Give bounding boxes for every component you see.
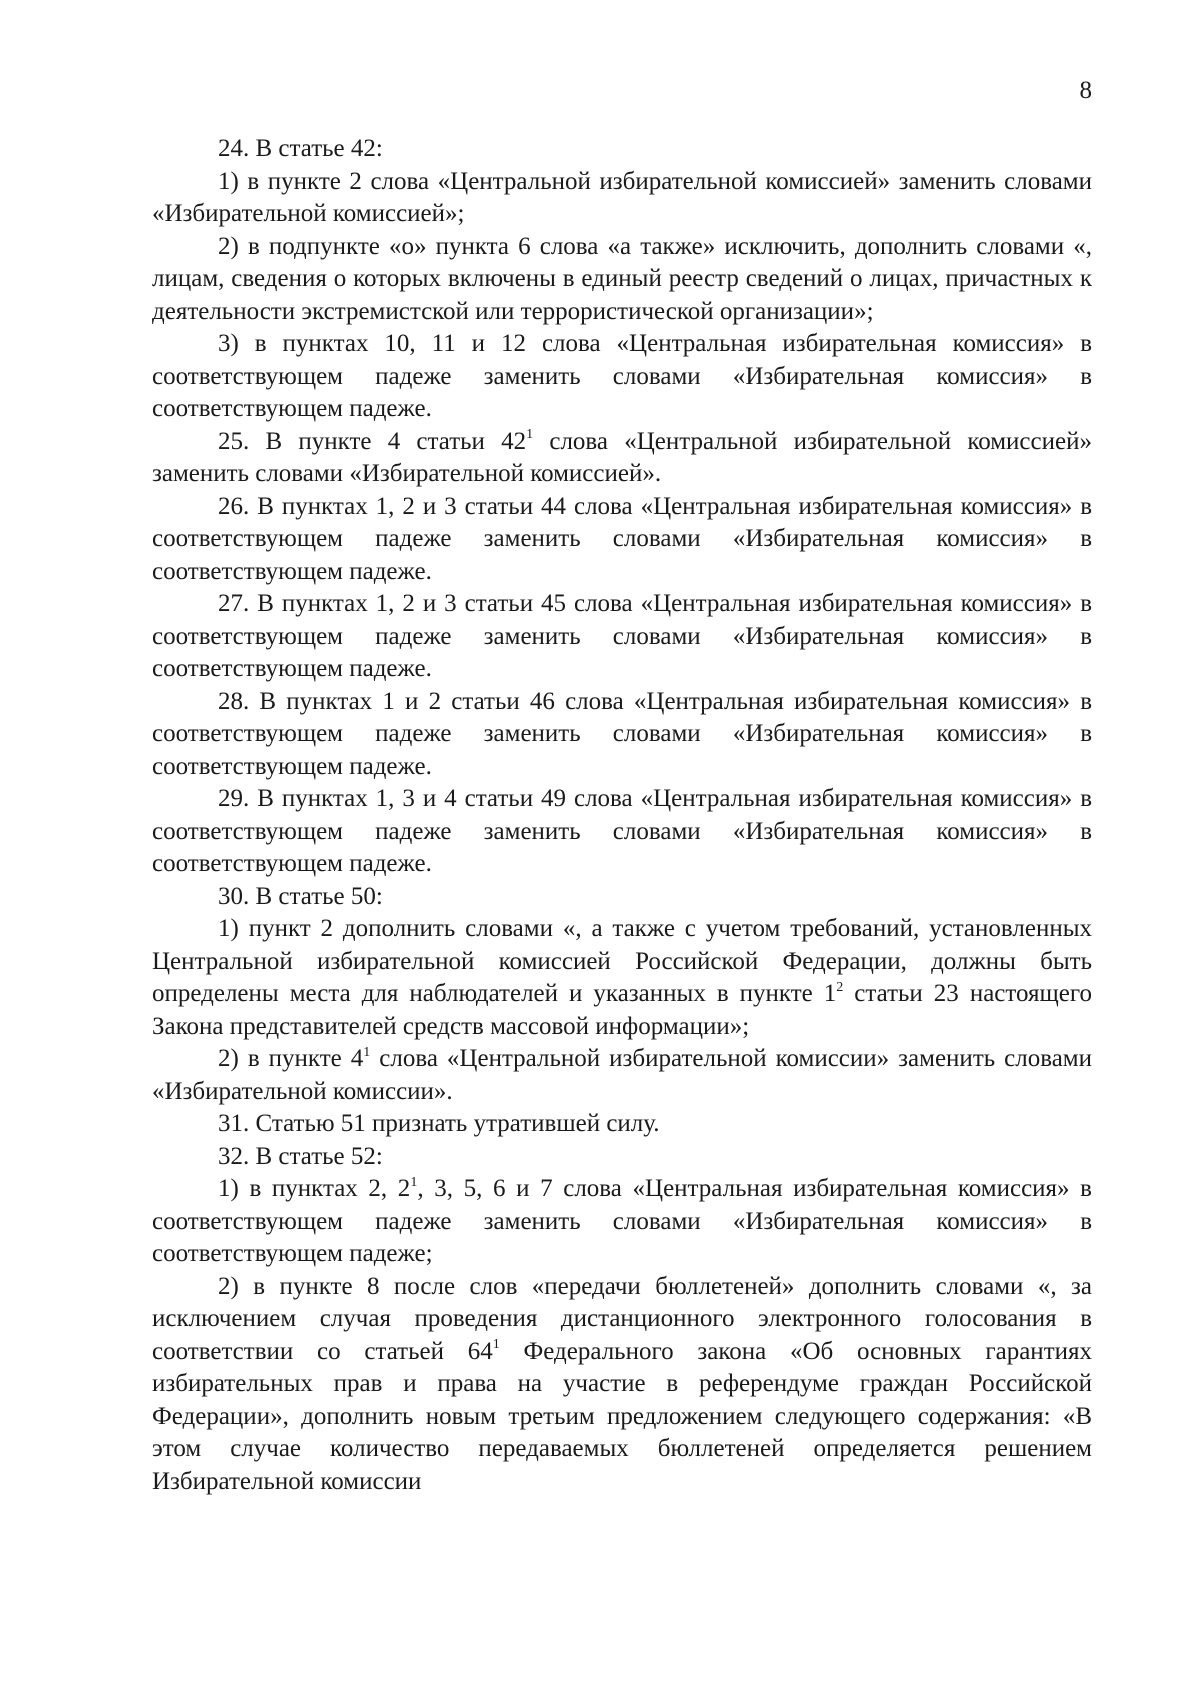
text-run: 2) в пункте 4 [218,1045,364,1072]
text-run: 26. В пунктах 1, 2 и 3 статьи 44 слова «Центральная избирательная комиссия» в соответствующем падеже заменить словами «Избирательная комиссия» в соответствующем падеже. [152,492,1092,585]
text-run: 24. В статье 42: [218,135,383,162]
text-run: статьи 23 настоящего Закона представителей средств массовой информации»; [152,980,1092,1040]
paragraph [152,491,1092,589]
paragraph [152,133,1092,166]
paragraph [152,1271,1092,1499]
paragraph [152,588,1092,686]
text-run: слова «Центральной избирательной комиссией» заменить словами «Избирательной комиссией». [152,427,1092,487]
text-run: , 3, 5, 6 и 7 слова «Центральная избирательная комиссия» в соответствующем падеже заменить словами «Избирательная комиссия» в соответствующем падеже; [152,1175,1092,1267]
paragraph [152,1141,1092,1174]
paragraph [152,1108,1092,1141]
text-run: 32. В статье 52: [218,1142,383,1170]
paragraph [152,328,1092,426]
page-number: 8 [1079,77,1092,104]
text-run: 27. В пунктах 1, 2 и 3 статьи 45 слова «Центральная избирательная комиссия» в соответствующем падеже заменить словами «Избирательная комиссия» в соответствующем падеже. [152,590,1092,682]
paragraph [152,686,1092,784]
text-run: 28. В пунктах 1 и 2 статьи 46 слова «Центральная избирательная комиссия» в соответствующем падеже заменить словами «Избирательная комиссия» в соответствующем падеже. [152,687,1092,780]
paragraph [152,783,1092,881]
text-run: 1) пункт 2 дополнить словами «, а также с учетом требований, установленных Центральной избирательной комиссией Российской Федерации, должны быть определены места для наблюдателей и указанных в пункте 1 [152,915,1092,1007]
superscript: 1 [492,1337,500,1353]
text-run: 2) в пункте 8 после слов «передачи бюллетеней» дополнить словами «, за исключением случая проведения дистанционного электронного голосования в соответствии со статьей 64 [152,1272,1092,1365]
text-run: слова «Центральной избирательной комиссии» заменить словами «Избирательной комиссии». [152,1045,1092,1105]
text-run: 3) в пунктах 10, 11 и 12 слова «Центральная избирательная комиссия» в соответствующем падеже заменить словами «Избирательная комиссия» в соответствующем падеже. [152,330,1092,422]
text-run: 31. Статью 51 признать утратившей силу. [218,1110,660,1137]
text-run: 2) в подпункте «о» пункта 6 слова «а также» исключить, дополнить словами «, лицам, сведения о которых включены в единый реестр сведений о лицах, причастных к деятельности экстремистской или террористической организации»; [152,232,1092,325]
paragraph [152,881,1092,914]
document-body [152,133,1092,1498]
superscript: 1 [526,427,534,443]
text-run: 1) в пунктах 2, 2 [218,1175,411,1202]
paragraph [152,231,1092,329]
paragraph [152,1043,1092,1108]
text-run: 1) в пункте 2 слова «Центральной избирательной комиссией» заменить словами «Избирательной комиссией»; [152,167,1092,227]
paragraph [152,426,1092,491]
text-run: 29. В пунктах 1, 3 и 4 статьи 49 слова «Центральная избирательная комиссия» в соответствующем падеже заменить словами «Избирательная комиссия» в соответствующем падеже. [152,785,1092,877]
text-run: 25. В пункте 4 статьи 42 [218,427,527,455]
superscript: 2 [836,979,844,995]
text-run: Федерального закона «Об основных гарантиях избирательных прав и права на участие в референдуме граждан Российской Федерации», дополнить новым третьим предложением следующего содержания: «В этом случае количество передаваемых бюллетеней определяется решением Избирательной комиссии [152,1337,1092,1495]
superscript: 1 [363,1044,371,1060]
text-run: 30. В статье 50: [218,882,383,910]
paragraph [152,913,1092,1043]
paragraph [152,1173,1092,1271]
superscript: 1 [410,1174,418,1190]
paragraph [152,166,1092,231]
